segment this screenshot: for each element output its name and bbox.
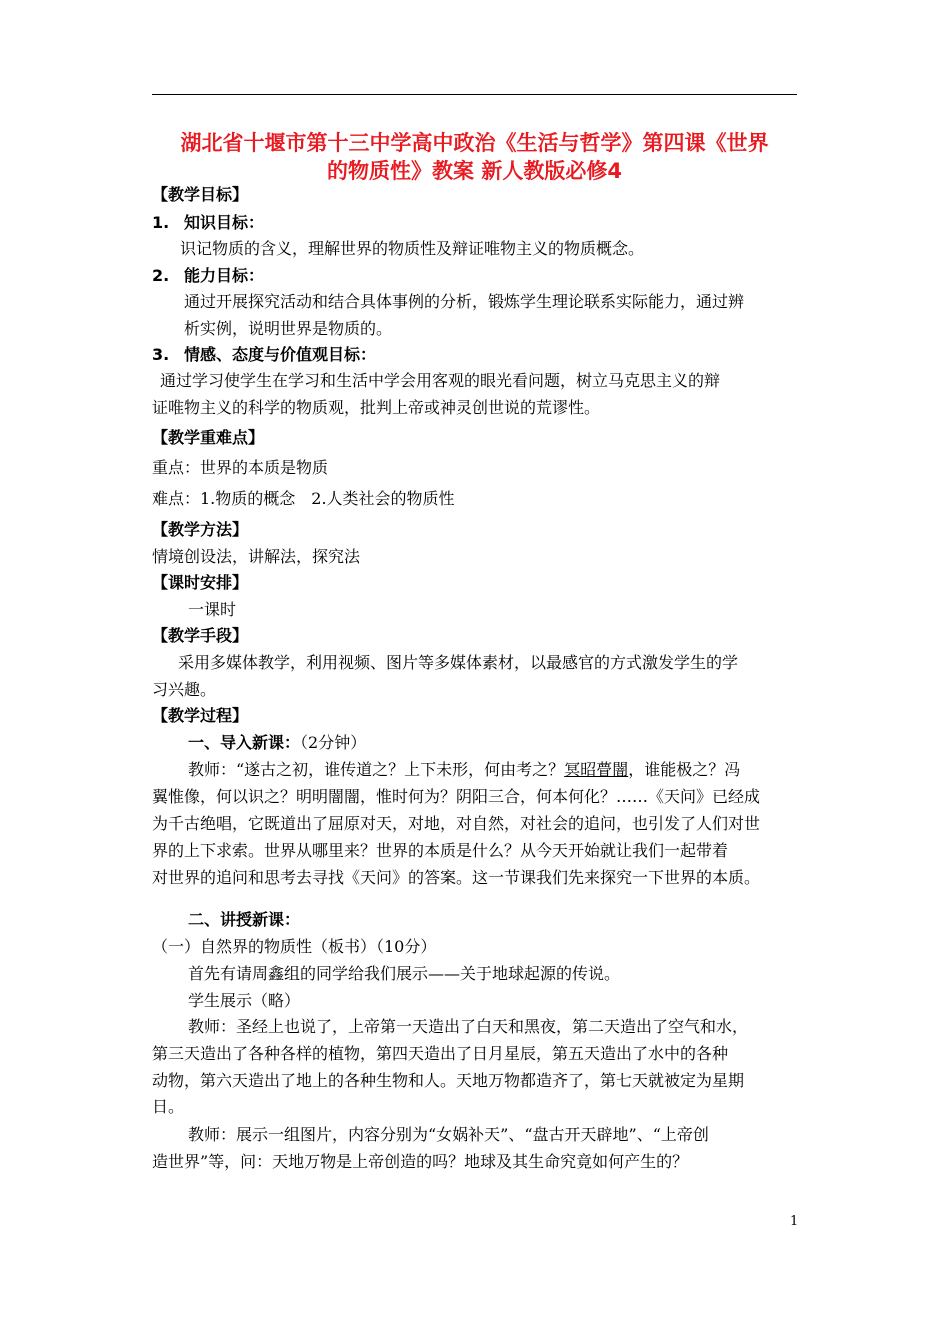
bible-paragraph-line-4: 日。 — [152, 1097, 185, 1116]
intro-paragraph-line-5: 对世界的追问和思考去寻找《天问》的答案。这一节课我们先来探究一下世界的本质。 — [152, 868, 761, 887]
bible-paragraph-line-1: 教师：圣经上也说了，上帝第一天造出了白天和黑夜，第二天造出了空气和水， — [188, 1017, 749, 1036]
bible-paragraph-line-2: 第三天造出了各种各样的植物，第四天造出了日月星辰，第五天造出了水中的各种 — [152, 1044, 729, 1063]
intro-paragraph-line-4: 界的上下求索。世界从哪里来？世界的本质是什么？从今天开始就让我们一起带着 — [152, 841, 729, 860]
underlined-phrase: 冥昭瞢闇 — [564, 760, 629, 779]
intro-title: 一、导入新课： — [188, 733, 301, 752]
intro-paragraph-line-2: 翼惟像，何以识之？明明闇闇，惟时何为？阴阳三合，何本何化？……《天问》已经成 — [152, 787, 761, 806]
section-1-line-2: 学生展示（略） — [188, 991, 301, 1010]
methods-heading: 【教学方法】 — [152, 520, 249, 539]
knowledge-objective-heading — [152, 211, 264, 235]
section-1-line-1: 首先有请周鑫组的同学给我们展示——关于地球起源的传说。 — [188, 964, 621, 983]
emotion-objective-text-2: 证唯物主义的科学的物质观，批判上帝或神灵创世说的荒谬性。 — [152, 398, 601, 417]
intro-paragraph-line-3: 为千古绝唱，它既道出了屈原对天，对地，对自然，对社会的追问，也引发了人们对世 — [152, 814, 761, 833]
new-lesson-heading: 二、讲授新课： — [188, 910, 301, 929]
intro-time: （2分钟） — [300, 733, 367, 752]
schedule-heading: 【课时安排】 — [152, 573, 249, 592]
knowledge-objective-title: 知识目标： — [184, 213, 265, 232]
schedule-text: 一课时 — [188, 600, 237, 619]
list-number: 1. — [152, 213, 170, 232]
intro-heading — [188, 731, 366, 755]
ability-objective-text-1: 通过开展探究活动和结合具体事例的分析，锻炼学生理论联系实际能力，通过辨 — [184, 292, 745, 311]
intro-paragraph-line-1 — [188, 758, 740, 782]
key-point-difficulty: 难点：1.物质的概念 2.人类社会的物质性 — [152, 489, 455, 508]
knowledge-objective-text: 识记物质的含义，理解世界的物质性及辩证唯物主义的物质概念。 — [180, 239, 645, 258]
page-number: 1 — [790, 1214, 799, 1229]
methods-text: 情境创设法，讲解法，探究法 — [152, 547, 361, 566]
process-heading: 【教学过程】 — [152, 706, 249, 725]
emotion-objective-heading — [152, 343, 376, 367]
intro-paragraph-text: 教师：“遂古之初，谁传道之？上下未形，何由考之？ — [188, 760, 565, 779]
key-point-focus: 重点：世界的本质是物质 — [152, 458, 329, 477]
ability-objective-title: 能力目标： — [184, 266, 265, 285]
section-1-heading: （一）自然界的物质性（板书）（10分） — [152, 937, 437, 956]
list-number: 3. — [152, 345, 170, 364]
means-text-2: 习兴趣。 — [152, 680, 217, 699]
bible-paragraph-line-3: 动物，第六天造出了地上的各种生物和人。天地万物都造齐了，第七天就被定为星期 — [152, 1071, 745, 1090]
document-title-line-2: 的物质性》教案 新人教版必修4 — [327, 159, 622, 183]
means-heading: 【教学手段】 — [152, 626, 249, 645]
intro-paragraph-text: ，谁能极之？冯 — [628, 760, 741, 779]
ability-objective-text-2: 析实例，说明世界是物质的。 — [184, 319, 393, 338]
images-paragraph-line-1: 教师：展示一组图片，内容分别为“女娲补天”、“盘古开天辟地”、“上帝创 — [188, 1125, 709, 1144]
header-rule — [152, 94, 797, 95]
emotion-objective-title: 情感、态度与价值观目标： — [184, 345, 377, 364]
key-points-heading: 【教学重难点】 — [152, 428, 265, 447]
objectives-heading: 【教学目标】 — [152, 185, 249, 204]
means-text-1: 采用多媒体教学，利用视频、图片等多媒体素材，以最感官的方式激发学生的学 — [178, 653, 739, 672]
emotion-objective-text-1: 通过学习使学生在学习和生活中学会用客观的眼光看问题，树立马克思主义的辩 — [160, 371, 721, 390]
list-number: 2. — [152, 266, 170, 285]
ability-objective-heading — [152, 264, 264, 288]
document-title-line-1: 湖北省十堰市第十三中学高中政治《生活与哲学》第四课《世界 — [180, 131, 769, 155]
images-paragraph-line-2: 造世界”等，问：天地万物是上帝创造的吗？地球及其生命究竟如何产生的？ — [152, 1152, 689, 1171]
